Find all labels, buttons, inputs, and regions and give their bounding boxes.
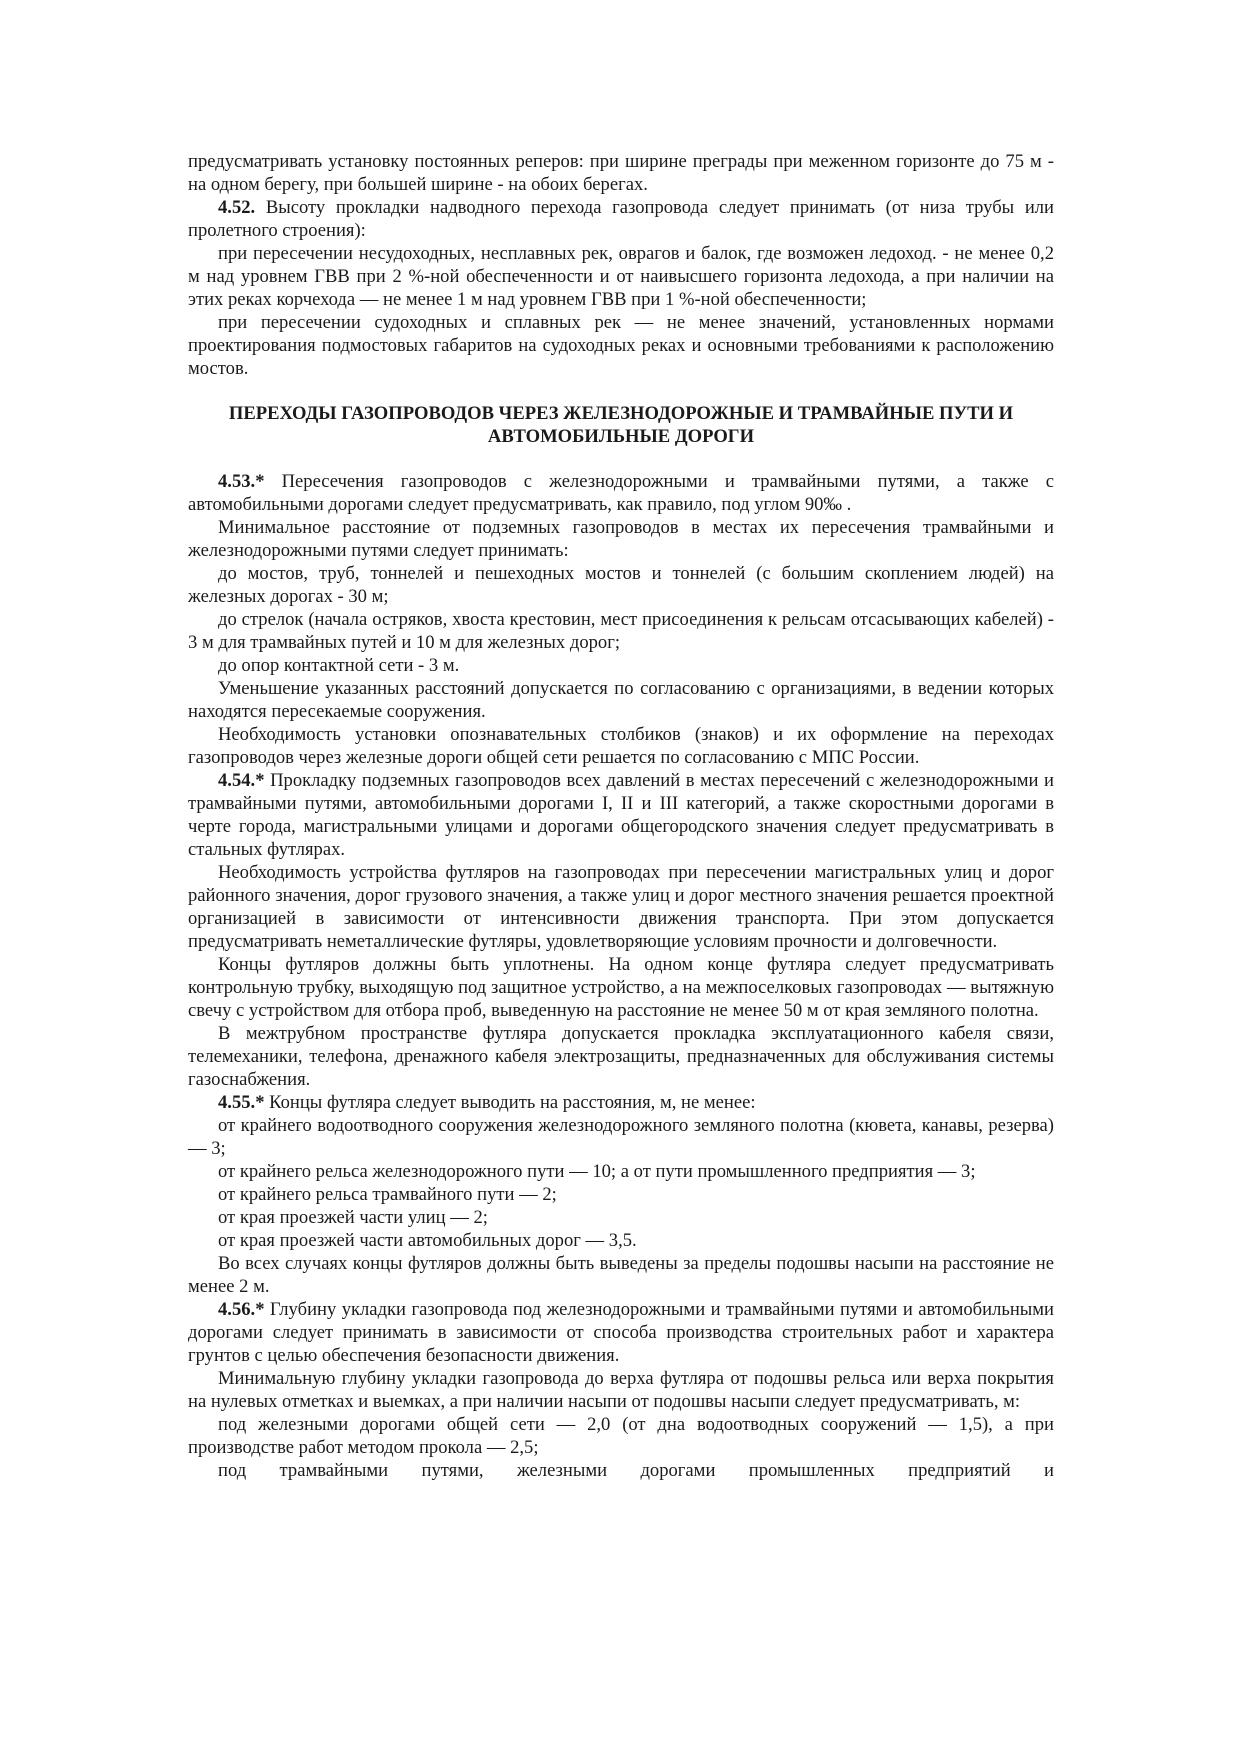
- clause-number: 4.56.*: [218, 1299, 265, 1320]
- paragraph-4-53: [188, 470, 1054, 516]
- section-heading: ПЕРЕХОДЫ ГАЗОПРОВОДОВ ЧЕРЕЗ ЖЕЛЕЗНОДОРОЖНЫЕ И ТРАМВАЙНЫЕ ПУТИ И АВТОМОБИЛЬНЫЕ ДОРОГИ: [228, 403, 1014, 447]
- paragraph: Минимальное расстояние от подземных газопроводов в местах их пересечения трамвайными и железнодорожными путями следует принимать:: [188, 517, 1054, 561]
- paragraph: при пересечении несудоходных, несплавных рек, оврагов и балок, где возможен ледоход. - не менее 0,2 м над уровнем ГВВ при 2 %-ной обеспеченности и от наивысшего горизонта ледохода, а при наличии на этих реках корчехода — не менее 1 м над уровнем ГВВ при 1 %-ной обеспеченности;: [188, 243, 1054, 310]
- paragraph-text: Глубину укладки газопровода под железнодорожными и трамвайными путями и автомобильными дорогами следует принимать в зависимости от способа производства строительных работ и характера грунтов с целью обеспечения безопасности движения.: [188, 1299, 1054, 1366]
- paragraph: Уменьшение указанных расстояний допускается по согласованию с организациями, в ведении которых находятся пересекаемые сооружения.: [188, 678, 1054, 722]
- clause-number: 4.54.*: [218, 770, 265, 791]
- paragraph: до стрелок (начала остряков, хвоста крестовин, мест присоединения к рельсам отсасывающих кабелей) - 3 м для трамвайных путей и 10 м для железных дорог;: [188, 609, 1054, 653]
- paragraph: при пересечении судоходных и сплавных рек — не менее значений, установленных нормами проектирования подмостовых габаритов на судоходных реках и основными требованиями к расположению мостов.: [188, 312, 1054, 379]
- clause-number: 4.55.*: [218, 1092, 265, 1113]
- paragraph: от края проезжей части улиц — 2;: [218, 1207, 488, 1228]
- paragraph: до опор контактной сети - 3 м.: [218, 655, 460, 676]
- paragraph: под трамвайными путями, железными дорогами промышленных предприятий и: [218, 1460, 1054, 1481]
- paragraph: до мостов, труб, тоннелей и пешеходных мостов и тоннелей (с большим скоплением людей) на железных дорогах - 30 м;: [188, 563, 1054, 607]
- paragraph: Во всех случаях концы футляров должны быть выведены за пределы подошвы насыпи на расстояние не менее 2 м.: [188, 1253, 1054, 1297]
- paragraph-4-54: [188, 769, 1054, 861]
- paragraph-text: Прокладку подземных газопроводов всех давлений в местах пересечений с железнодорожными и трамвайными путями, автомобильными дорогами I, II и III категорий, а также скоростными дорогами в черте города, магистральными улицами и дорогами общегородского значения следует предусматривать в стальных футлярах.: [188, 770, 1054, 860]
- paragraph: от крайнего рельса железнодорожного пути — 10; а от пути промышленного предприятия — 3;: [218, 1161, 976, 1182]
- paragraph: от края проезжей части автомобильных дорог — 3,5.: [218, 1230, 637, 1251]
- paragraph-4-52: [188, 196, 1054, 242]
- paragraph: Необходимость установки опознавательных столбиков (знаков) и их оформление на переходах газопроводов через железные дороги общей сети решается по согласованию с МПС России.: [188, 724, 1054, 768]
- paragraph: от крайнего водоотводного сооружения железнодорожного земляного полотна (кювета, канавы, резерва) — 3;: [188, 1115, 1054, 1159]
- paragraph: Минимальную глубину укладки газопровода до верха футляра от подошвы рельса или верха покрытия на нулевых отметках и выемках, а при наличии насыпи от подошвы насыпи следует предусматривать, м:: [188, 1368, 1054, 1412]
- paragraph: В межтрубном пространстве футляра допускается прокладка эксплуатационного кабеля связи, телемеханики, телефона, дренажного кабеля электрозащиты, предназначенных для обслуживания системы газоснабжения.: [188, 1023, 1054, 1090]
- clause-number: 4.52.: [218, 197, 256, 218]
- paragraph: Концы футляров должны быть уплотнены. На одном конце футляра следует предусматривать контрольную трубку, выходящую под защитное устройство, а на межпоселковых газопроводах — вытяжную свечу с устройством для отбора проб, выведенную на расстояние не менее 50 м от края земляного полотна.: [188, 954, 1054, 1021]
- clause-number: 4.53.*: [218, 471, 265, 492]
- paragraph: предусматривать установку постоянных реперов: при ширине преграды при меженном горизонте до 75 м - на одном берегу, при большей ширине - на обоих берегах.: [188, 151, 1054, 195]
- paragraph-4-55: [188, 1091, 1054, 1114]
- paragraph-text: Пересечения газопроводов с железнодорожными и трамвайными путями, а также с автомобильными дорогами следует предусматривать, как правило, под углом 90‰ .: [188, 471, 1054, 515]
- paragraph: от крайнего рельса трамвайного пути — 2;: [218, 1184, 557, 1205]
- paragraph-text: Высоту прокладки надводного перехода газопровода следует принимать (от низа трубы или пролетного строения):: [188, 197, 1054, 241]
- paragraph: под железными дорогами общей сети — 2,0 (от дна водоотводных сооружений — 1,5), а при производстве работ методом прокола — 2,5;: [188, 1414, 1054, 1458]
- document-page: [188, 150, 1054, 1482]
- paragraph-text: Концы футляра следует выводить на расстояния, м, не менее:: [264, 1092, 756, 1113]
- paragraph-4-56: [188, 1298, 1054, 1367]
- paragraph: Необходимость устройства футляров на газопроводах при пересечении магистральных улиц и дорог районного значения, дорог грузового значения, а также улиц и дорог местного значения решается проектной организацией в зависимости от интенсивности движения транспорта. При этом допускается предусматривать неметаллические футляры, удовлетворяющие условиям прочности и долговечности.: [188, 862, 1054, 952]
